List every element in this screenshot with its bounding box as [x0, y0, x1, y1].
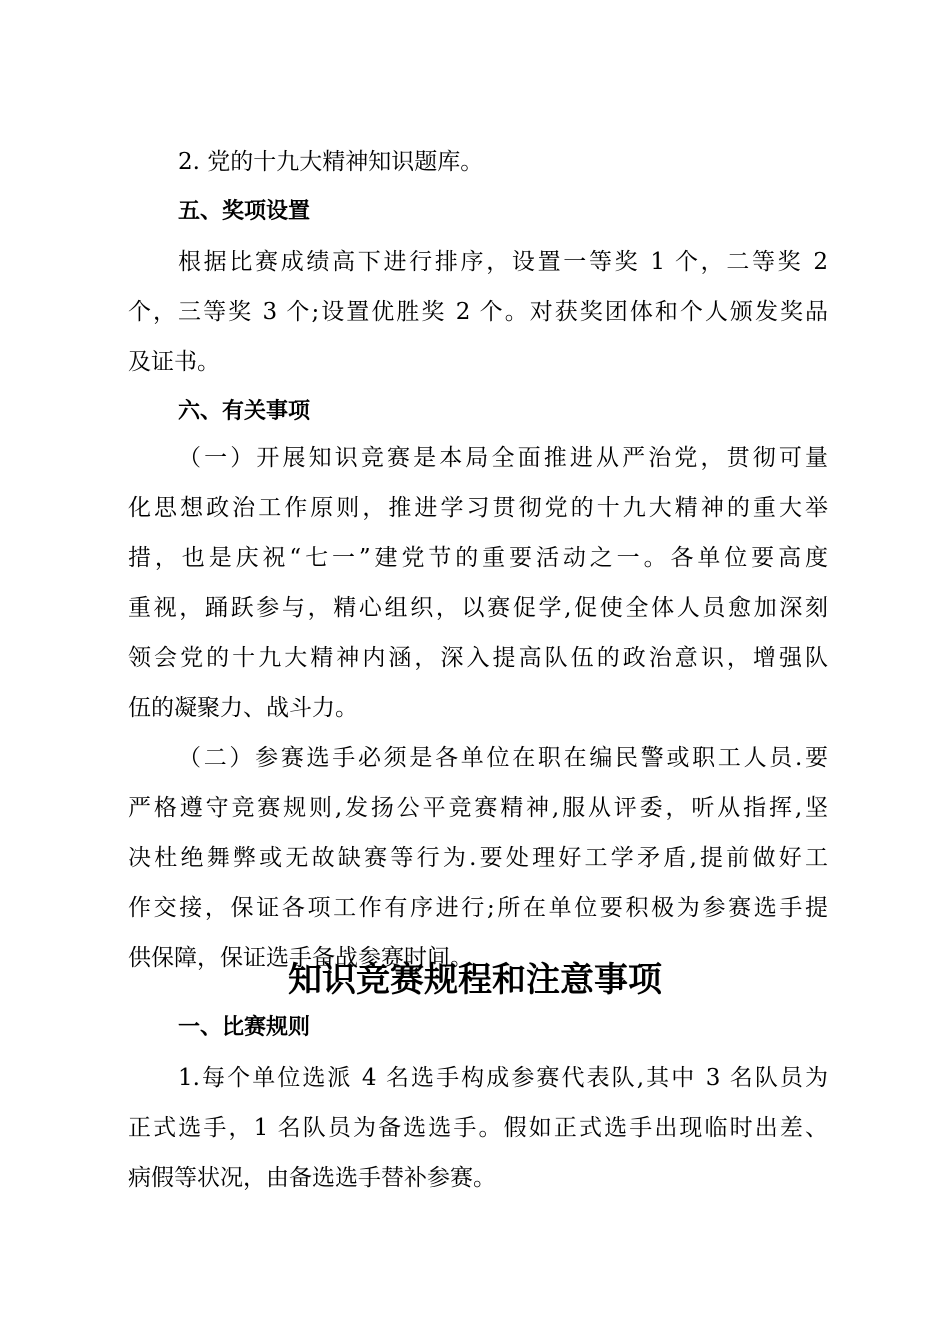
heading-awards: 五、奖项设置 [178, 199, 311, 224]
matters1-line-4: 重视，踊跃参与，精心组织，以赛促学,促使全体人员愈加深刻 [128, 595, 828, 621]
matters1-line-1: （一）开展知识竞赛是本局全面推进从严治党，贯彻可量 [178, 445, 828, 471]
heading-rules: 一、比赛规则 [178, 1015, 311, 1040]
awards-line-2: 个，三等奖 3 个;设置优胜奖 2 个。对获奖团体和个人颁发奖品 [128, 299, 828, 325]
heading-matters: 六、有关事项 [178, 399, 311, 424]
matters2-line-3: 决杜绝舞弊或无故缺赛等行为.要处理好工学矛盾,提前做好工 [128, 845, 828, 871]
awards-line-1: 根据比赛成绩高下进行排序，设置一等奖 1 个，二等奖 2 [178, 249, 828, 275]
awards-line-3: 及证书。 [128, 349, 220, 375]
document-title: 知识竞赛规程和注意事项 [288, 960, 662, 1000]
matters1-line-5: 领会党的十九大精神内涵，深入提高队伍的政治意识，增强队 [128, 645, 828, 671]
item-2-text: 2. 党的十九大精神知识题库。 [178, 149, 484, 175]
rules1-line-3: 病假等状况，由备选选手替补参赛。 [128, 1165, 496, 1191]
rules1-line-2: 正式选手，1 名队员为备选选手。假如正式选手出现临时出差、 [128, 1115, 828, 1141]
matters2-line-5: 供保障，保证选手备战参赛时间。 [128, 945, 473, 971]
matters1-line-2: 化思想政治工作原则，推进学习贯彻党的十九大精神的重大举 [128, 495, 828, 521]
matters2-line-2: 严格遵守竞赛规则,发扬公平竞赛精神,服从评委，听从指挥,坚 [128, 795, 828, 821]
matters1-line-6: 伍的凝聚力、战斗力。 [128, 695, 358, 721]
rules1-line-1: 1.每个单位选派 4 名选手构成参赛代表队,其中 3 名队员为 [178, 1065, 828, 1091]
matters1-line-3: 措，也是庆祝“七一”建党节的重要活动之一。各单位要高度 [128, 545, 828, 571]
matters2-line-1: （二）参赛选手必须是各单位在职在编民警或职工人员.要 [178, 745, 828, 771]
matters2-line-4: 作交接，保证各项工作有序进行;所在单位要积极为参赛选手提 [128, 895, 828, 921]
